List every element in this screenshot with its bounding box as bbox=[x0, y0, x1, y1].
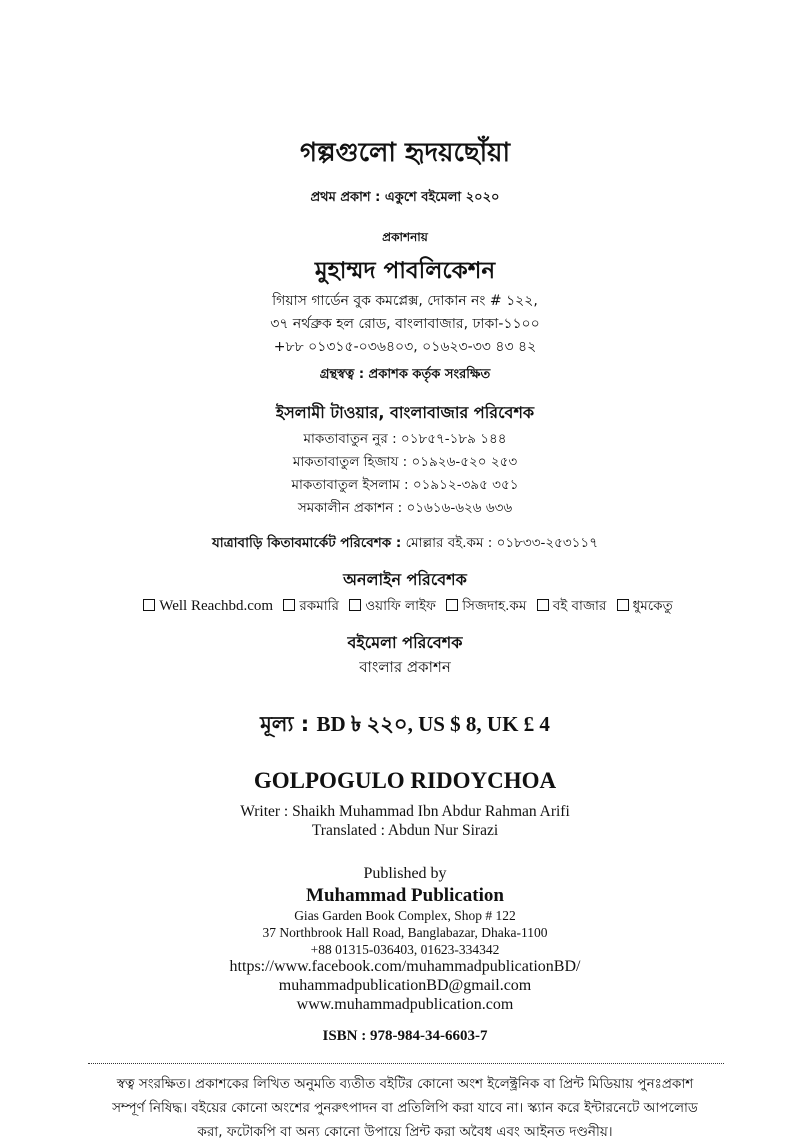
distributor-4: সমকালীন প্রকাশন : ০১৬১৬-৬২৬ ৬৩৬ bbox=[297, 500, 513, 516]
address-bn-2: ৩৭ নর্থব্রুক হল রোড, বাংলাবাজার, ঢাকা-১১০০ bbox=[270, 316, 540, 332]
address-en-1: Gias Garden Book Complex, Shop # 122 bbox=[294, 908, 516, 923]
phone-en: +88 01315-036403, 01623-334342 bbox=[310, 942, 500, 957]
bn-title: গল্পগুলো হৃদয়ছোঁয়া bbox=[299, 138, 511, 168]
address-bn-1: গিয়াস গার্ডেন বুক কমপ্লেক্স, দোকান নং # ১২২, bbox=[272, 293, 538, 309]
price-line bbox=[0, 708, 810, 743]
price-label: মূল্য : bbox=[260, 712, 310, 736]
isbn: ISBN : 978-984-34-6603-7 bbox=[322, 1028, 488, 1044]
checkbox-icon bbox=[617, 599, 629, 611]
distributor-2: মাকতাবাতুল হিজায : ০১৯২৬-৫২০ ২৫৩ bbox=[292, 454, 518, 470]
address-en-2: 37 Northbrook Hall Road, Banglabazar, Dhaka-1100 bbox=[262, 925, 548, 940]
checkbox-icon bbox=[537, 599, 549, 611]
online-heading: অনলাইন পরিবেশক bbox=[343, 570, 467, 589]
legal-notice bbox=[0, 1072, 810, 1144]
price-value: BD ৳ ২২০, US $ 8, UK £ 4 bbox=[316, 712, 550, 736]
bookfair-heading: বইমেলা পরিবেশক bbox=[347, 633, 463, 652]
translator: Translated : Abdun Nur Sirazi bbox=[311, 822, 499, 839]
email-link[interactable]: muhammadpublicationBD@gmail.com bbox=[278, 977, 532, 994]
legal-line-1: স্বত্ব সংরক্ষিত। প্রকাশকের লিখিত অনুমতি ব্যতীত বইটির কোনো অংশ ইলেক্ট্রনিক বা প্রিন্ট মিডিয়ায় পুনঃপ্রকাশ bbox=[116, 1076, 694, 1092]
online-item: রকমারি bbox=[299, 598, 339, 614]
facebook-link[interactable]: https://www.facebook.com/muhammadpublicationBD/ bbox=[229, 958, 581, 975]
phone-bn: +৮৮ ০১৩১৫-০৩৬৪০৩, ০১৬২৩-৩৩ ৪৩ ৪২ bbox=[273, 339, 537, 355]
jatrabari-label: যাত্রাবাড়ি কিতাবমার্কেট পরিবেশক : bbox=[212, 535, 402, 551]
jatrabari-value: মোল্লার বই.কম : ০১৮৩৩-২৫৩১১৭ bbox=[405, 535, 598, 551]
checkbox-icon bbox=[283, 599, 295, 611]
writer: Writer : Shaikh Muhammad Ibn Abdur Rahman Arifi bbox=[240, 803, 570, 820]
bookfair-value: বাংলার প্রকাশন bbox=[359, 658, 451, 676]
publisher-bn: মুহাম্মদ পাবলিকেশন bbox=[314, 258, 496, 284]
online-item: ওয়াফি লাইফ bbox=[365, 598, 436, 614]
en-title: GOLPOGULO RIDOYCHOA bbox=[253, 768, 557, 793]
online-item: ধুমকেতু bbox=[632, 598, 673, 614]
first-edition: প্রথম প্রকাশ : একুশে বইমেলা ২০২০ bbox=[310, 190, 500, 205]
published-by-bn: প্রকাশনায় bbox=[382, 230, 428, 244]
online-item: বই বাজার bbox=[552, 598, 607, 614]
online-item: সিজদাহ.কম bbox=[462, 598, 527, 614]
divider bbox=[88, 1063, 724, 1064]
checkbox-icon bbox=[446, 599, 458, 611]
distributor-1: মাকতাবাতুন নুর : ০১৮৫৭-১৮৯ ১৪৪ bbox=[303, 431, 507, 447]
checkbox-icon bbox=[349, 599, 361, 611]
checkbox-icon bbox=[143, 599, 155, 611]
legal-line-3: করা, ফটোকপি বা অন্য কোনো উপায়ে প্রিন্ট করা অবৈধ এবং আইনত দণ্ডনীয়। bbox=[197, 1124, 613, 1140]
distributor-heading: ইসলামী টাওয়ার, বাংলাবাজার পরিবেশক bbox=[275, 403, 535, 422]
online-list bbox=[0, 595, 810, 618]
online-item: Well Reachbd.com bbox=[159, 598, 274, 614]
copyright-bn: গ্রন্থস্বত্ব : প্রকাশক কর্তৃক সংরক্ষিত bbox=[319, 367, 491, 382]
legal-line-2: সম্পূর্ণ নিষিদ্ধ। বইয়ের কোনো অংশের পুনরুৎপাদন বা প্রতিলিপি করা যাবে না। স্ক্যান করে ইন্টারনেটে আপলোড bbox=[112, 1100, 698, 1116]
published-by-en: Published by bbox=[363, 865, 447, 882]
publisher-en: Muhammad Publication bbox=[306, 885, 504, 906]
distributor-3: মাকতাবাতুল ইসলাম : ০১৯১২-৩৯৫ ৩৫১ bbox=[291, 477, 519, 493]
jatrabari-line bbox=[0, 532, 810, 555]
website-link[interactable]: www.muhammadpublication.com bbox=[296, 996, 514, 1013]
